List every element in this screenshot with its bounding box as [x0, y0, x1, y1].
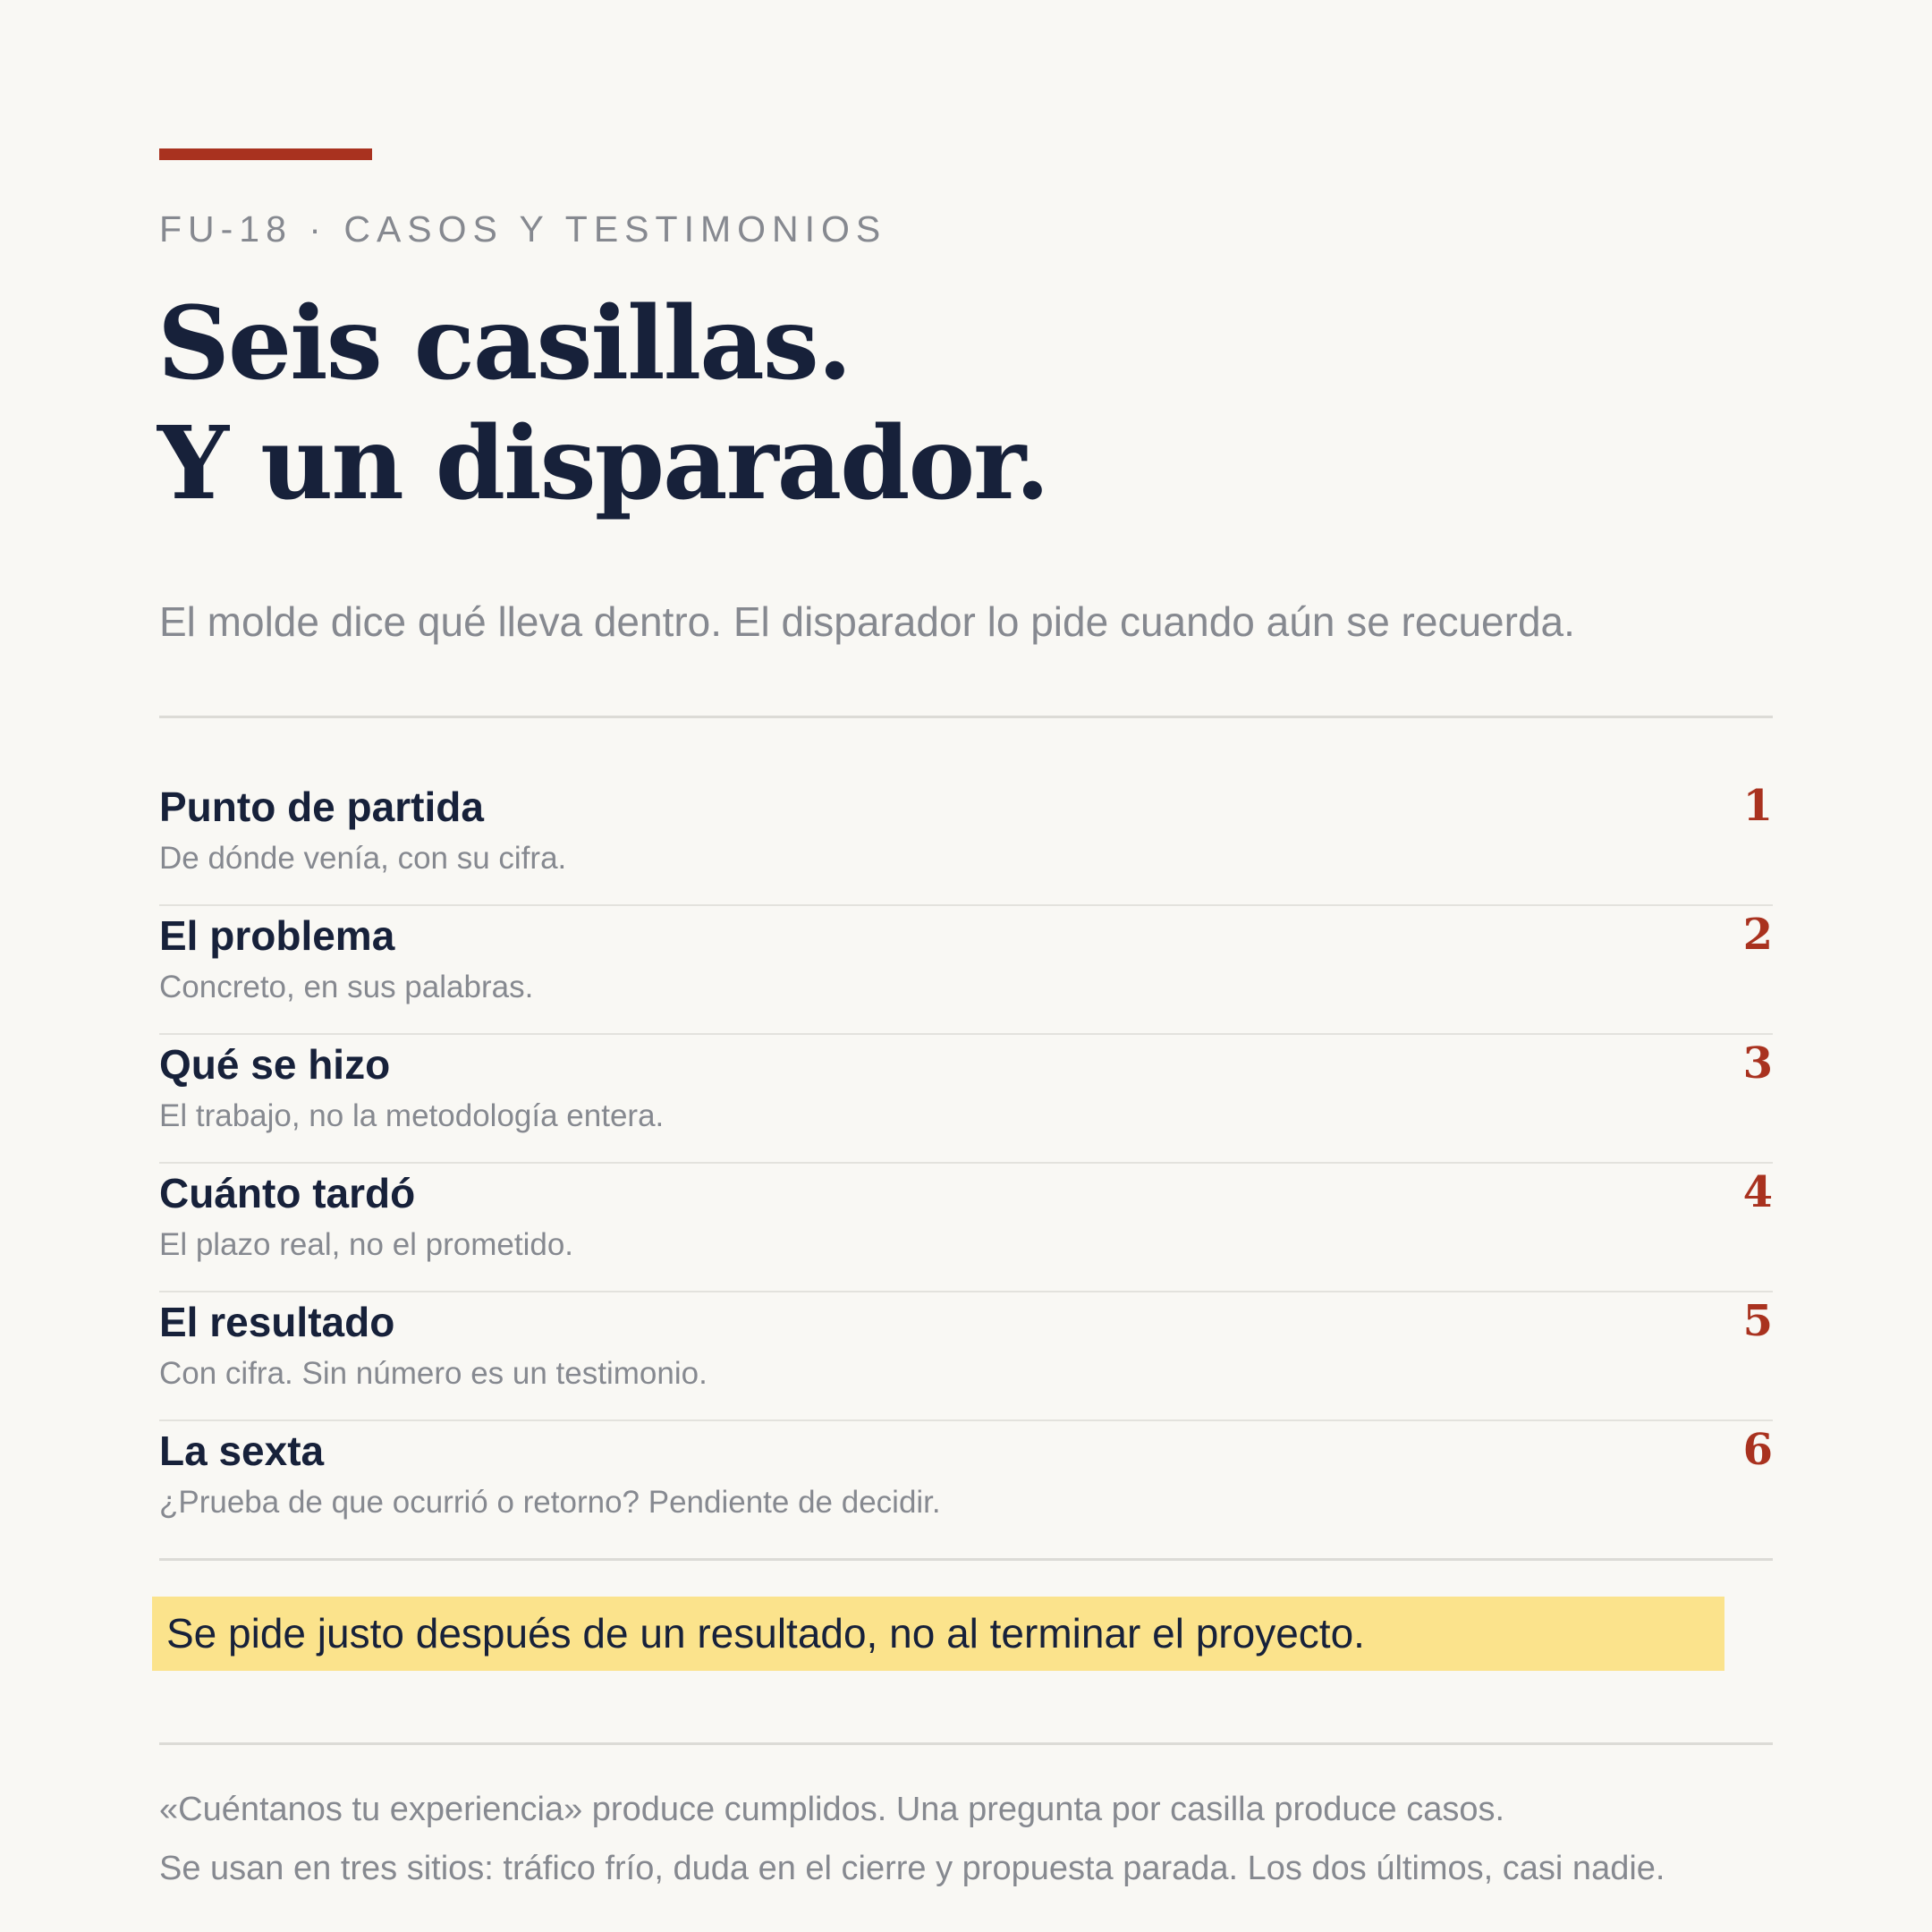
field-number: 3	[1742, 1038, 1773, 1089]
field-item-3	[159, 1035, 1773, 1164]
fields-list	[159, 718, 1773, 1548]
field-item-5	[159, 1292, 1773, 1421]
field-number: 4	[1742, 1167, 1773, 1217]
field-description: El trabajo, no la metodología entera.	[159, 1098, 665, 1133]
field-number: 6	[1742, 1425, 1773, 1475]
field-number: 1	[1742, 781, 1773, 831]
highlighted-note: Se pide justo después de un resultado, no al terminar el proyecto.	[152, 1597, 1724, 1671]
footnote-line-2: Se usan en tres sitios: tráfico frío, duda en el cierre y propuesta parada. Los dos últimos, casi nadie.	[159, 1850, 1665, 1887]
field-description: El plazo real, no el prometido.	[159, 1227, 574, 1262]
field-name: Punto de partida	[159, 784, 484, 830]
page-title-line-2: Y un disparador.	[157, 405, 1048, 522]
page-title-line-1: Seis casillas.	[157, 285, 851, 402]
field-description: Concreto, en sus palabras.	[159, 970, 534, 1004]
footnote	[159, 1780, 1665, 1898]
field-number: 5	[1742, 1296, 1773, 1346]
field-name: Cuánto tardó	[159, 1170, 416, 1216]
field-name: El resultado	[159, 1299, 395, 1345]
footnote-line-1: «Cuéntanos tu experiencia» produce cumplidos. Una pregunta por casilla produce casos.	[159, 1791, 1505, 1828]
divider-bottom	[159, 1742, 1773, 1745]
field-item-4	[159, 1164, 1773, 1292]
field-description: De dónde venía, con su cifra.	[159, 841, 567, 876]
field-name: El problema	[159, 912, 395, 959]
field-item-2	[159, 906, 1773, 1035]
page-title	[157, 284, 1048, 524]
field-number: 2	[1742, 910, 1773, 960]
divider-middle	[159, 1558, 1773, 1561]
field-item-1	[159, 718, 1773, 906]
field-description: Con cifra. Sin número es un testimonio.	[159, 1356, 708, 1391]
field-name: La sexta	[159, 1428, 325, 1474]
lead-paragraph: El molde dice qué lleva dentro. El disparador lo pide cuando aún se recuerda.	[159, 598, 1575, 645]
accent-bar	[159, 148, 372, 160]
field-name: Qué se hizo	[159, 1041, 391, 1088]
field-item-6	[159, 1421, 1773, 1548]
eyebrow-label: FU-18 · CASOS Y TESTIMONIOS	[159, 208, 887, 250]
field-description: ¿Prueba de que ocurrió o retorno? Pendiente de decidir.	[159, 1485, 941, 1520]
